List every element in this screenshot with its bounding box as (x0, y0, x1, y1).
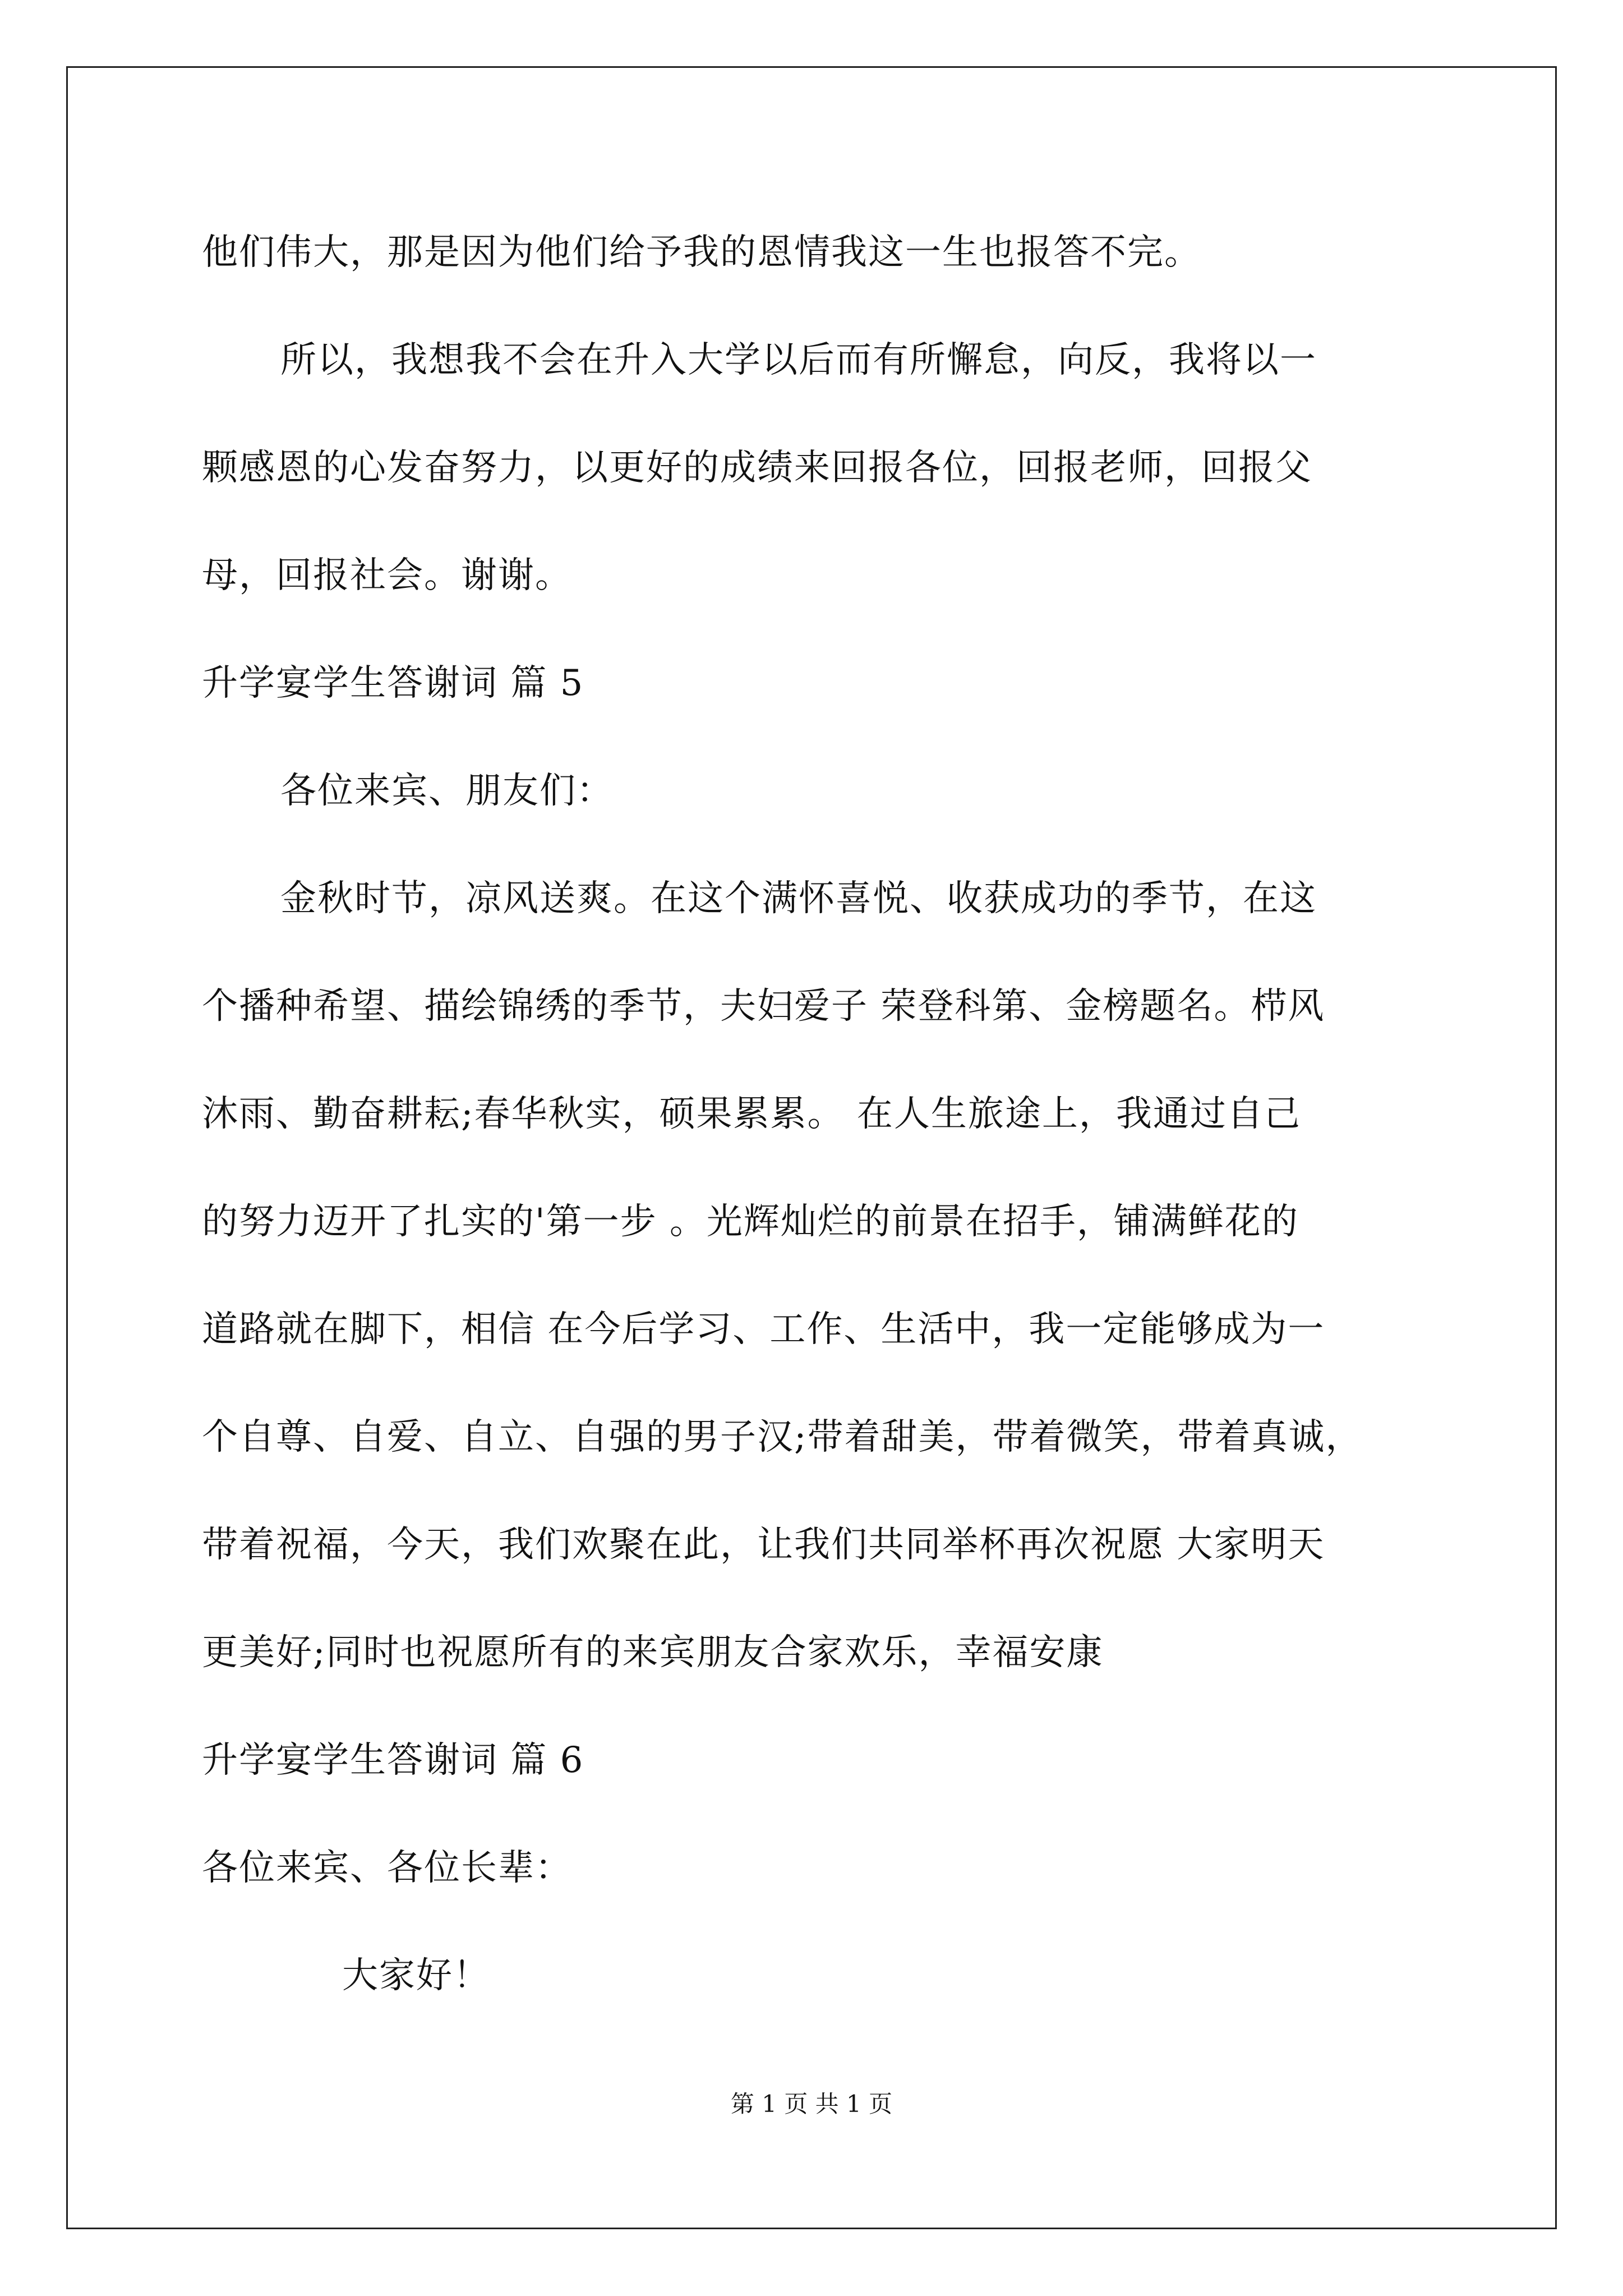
paragraph-line: 金秋时节，凉风送爽。在这个满怀喜悦、收获成功的季节，在这 (280, 878, 1317, 919)
paragraph-line: 更美好;同时也祝愿所有的来宾朋友合家欢乐，幸福安康 (202, 1632, 1104, 1673)
page-footer: 第 1 页 共 1 页 (730, 2090, 893, 2118)
paragraph-line: 所以，我想我不会在升入大学以后而有所懈怠，向反，我将以一 (280, 339, 1317, 381)
paragraph-line: 带着祝福，今天，我们欢聚在此，让我们共同举杯再次祝愿 大家明天 (202, 1524, 1325, 1566)
paragraph-line: 个自尊、自爱、自立、自强的男子汉;带着甜美，带着微笑，带着真诚， (202, 1416, 1363, 1458)
paragraph-line: 母，回报社会。谢谢。 (202, 555, 572, 596)
paragraph-line: 颗感恩的心发奋努力，以更好的成绩来回报各位，回报老师，回报父 (202, 447, 1312, 489)
section-heading: 升学宴学生答谢词 篇 5 (202, 662, 584, 704)
paragraph-line: 道路就在脚下，相信 在今后学习、工作、生活中，我一定能够成为一 (202, 1309, 1325, 1350)
paragraph-line: 沐雨、勤奋耕耘;春华秋实，硕果累累。 在人生旅途上，我通过自己 (202, 1093, 1301, 1135)
salutation-line: 各位来宾、各位长辈： (202, 1847, 572, 1889)
salutation-line: 各位来宾、朋友们： (280, 770, 614, 812)
greeting-line: 大家好！ (342, 1955, 490, 1996)
paragraph-line: 他们伟大，那是因为他们给予我的恩情我这一生也报答不完。 (202, 232, 1201, 273)
paragraph-line: 的努力迈开了扎实的'第一步 。光辉灿烂的前景在招手，铺满鲜花的 (202, 1201, 1299, 1243)
page-frame (66, 66, 1557, 2229)
paragraph-line: 个播种希望、描绘锦绣的季节，夫妇爱子 荣登科第、金榜题名。栉风 (202, 986, 1325, 1027)
section-heading: 升学宴学生答谢词 篇 6 (202, 1740, 584, 1781)
